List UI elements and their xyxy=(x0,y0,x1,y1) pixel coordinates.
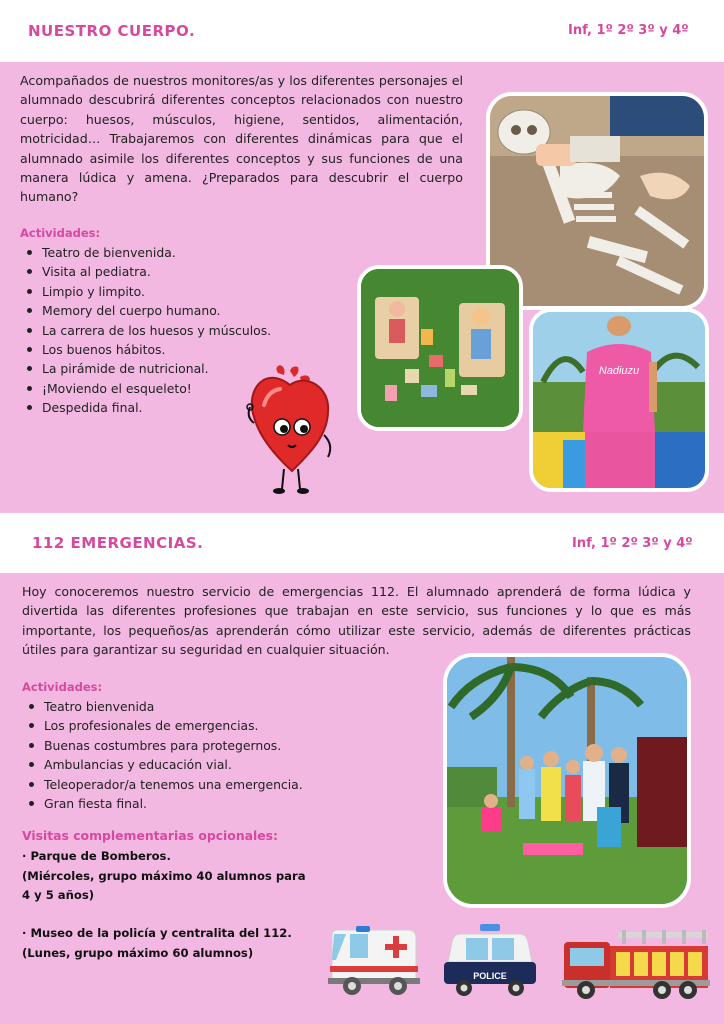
visit-police-museum xyxy=(22,924,292,963)
ambulance-illustration xyxy=(324,922,424,1002)
list-item: Teatro de bienvenida. xyxy=(42,243,271,262)
section2-title: 112 EMERGENCIAS. xyxy=(32,534,204,552)
section1-paragraph: Acompañados de nuestros monitores/as y los diferentes personajes el alumnado descubrirá diferentes conceptos relacionados con nuestro cuerpo: huesos, músculos, higiene, sentidos, alimentación, motricidad… Trabajaremos con diferentes dinámicas para que el alumnado asimile los diferentes conceptos y sus funciones de una manera lúdica y amena. ¿Preparados para descubrir el cuerpo humano? xyxy=(20,73,463,205)
list-item: Memory del cuerpo humano. xyxy=(42,301,271,320)
fire-truck-illustration xyxy=(562,930,710,1002)
visit-line: · Parque de Bomberos. xyxy=(22,849,171,863)
heart-mascot-illustration xyxy=(240,365,340,497)
visit-fire-station xyxy=(22,847,306,906)
list-item: Los buenos hábitos. xyxy=(42,340,271,359)
monitor-pink-shirt-photo xyxy=(529,308,709,492)
police-label: POLICE xyxy=(473,971,507,981)
section2-activities-list xyxy=(22,697,303,813)
emergency-staff-photo xyxy=(443,653,691,908)
section1-activities-title: Actividades: xyxy=(20,226,101,240)
visit-line: (Lunes, grupo máximo 60 alumnos) xyxy=(22,945,254,960)
list-item: Despedida final. xyxy=(42,398,271,417)
list-item: Limpio y limpito. xyxy=(42,282,271,301)
list-item: Ambulancias y educación vial. xyxy=(44,755,303,774)
body-puzzle-photo xyxy=(357,265,523,431)
section2-activities-title: Actividades: xyxy=(22,680,103,694)
list-item: Los profesionales de emergencias. xyxy=(44,716,303,735)
section1-level: Inf, 1º 2º 3º y 4º xyxy=(568,23,689,38)
list-item: Gran fiesta final. xyxy=(44,794,303,813)
list-item: La carrera de los huesos y músculos. xyxy=(42,321,271,340)
list-item: ¡Moviendo el esqueleto! xyxy=(42,379,271,398)
section2-level: Inf, 1º 2º 3º y 4º xyxy=(572,536,693,551)
visits-title: Visitas complementarias opcionales: xyxy=(22,828,278,843)
shirt-print-text: Nadiuzu xyxy=(598,365,640,377)
section2-paragraph: Hoy conoceremos nuestro servicio de emergencias 112. El alumnado aprenderá de forma lúdica y divertida las diferentes profesiones que trabajan en este servicio, sus funciones y lo que es más importante, los pequeños/as aprenderán cómo utilizar este servicio, además de diferentes prácticas útiles para garantizar su seguridad en cualquier situación. xyxy=(22,584,691,658)
section1-title: NUESTRO CUERPO. xyxy=(28,22,196,40)
list-item: La pirámide de nutricional. xyxy=(42,359,271,378)
section1-activities-list xyxy=(20,243,271,418)
list-item: Teleoperador/a tenemos una emergencia. xyxy=(44,775,303,794)
police-car-illustration xyxy=(442,922,538,1000)
list-item: Teatro bienvenida xyxy=(44,697,303,716)
list-item: Visita al pediatra. xyxy=(42,262,271,281)
visit-line: (Miércoles, grupo máximo 40 alumnos para xyxy=(22,868,306,883)
list-item: Buenas costumbres para protegernos. xyxy=(44,736,303,755)
visit-line: 4 y 5 años) xyxy=(22,888,95,902)
visit-line: · Museo de la policía y centralita del 112. xyxy=(22,926,292,940)
